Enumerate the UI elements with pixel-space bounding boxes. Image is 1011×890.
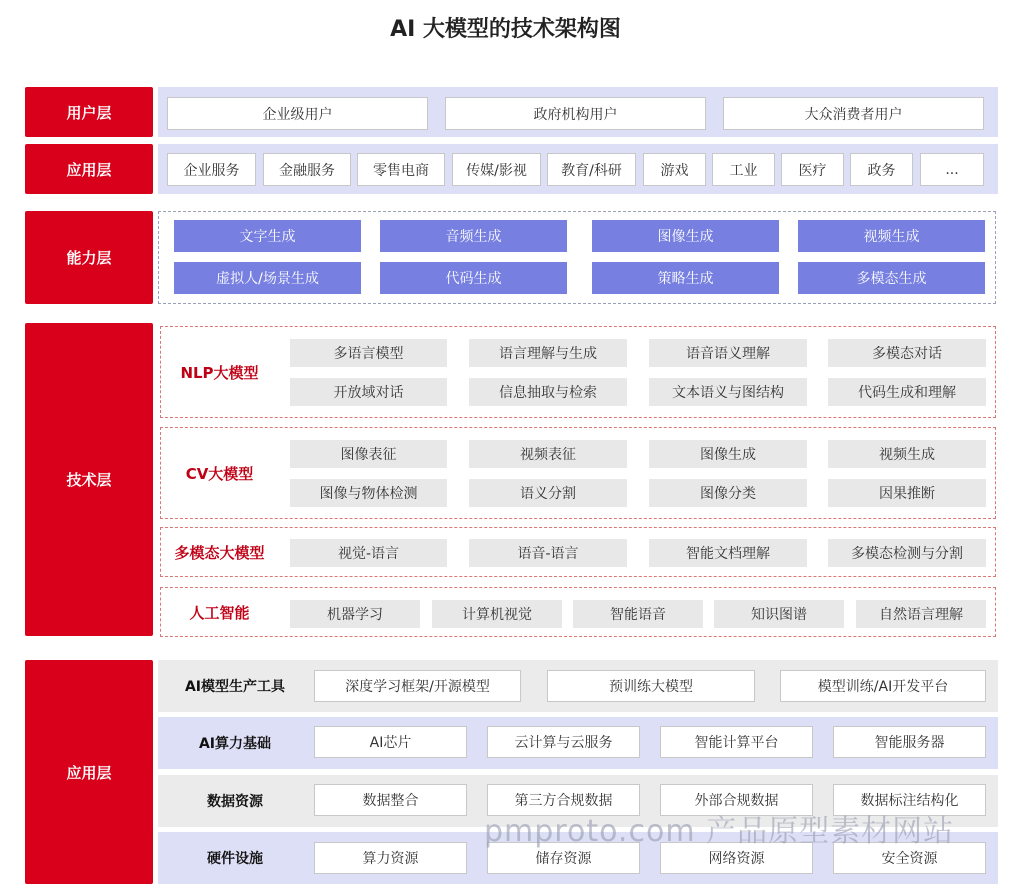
cv-item: 图像生成: [649, 440, 807, 468]
cv-item: 图像分类: [649, 479, 807, 507]
nlp-label: NLP大模型: [180, 363, 259, 382]
tools-label: AI模型生产工具: [184, 679, 286, 695]
application-item: 教育/科研: [547, 153, 636, 186]
tools-item: 预训练大模型: [547, 670, 755, 702]
capability-item: 视频生成: [798, 220, 985, 252]
ai-item: 机器学习: [290, 600, 420, 628]
nlp-item: 多语言模型: [290, 339, 447, 367]
nlp-item: 语言理解与生成: [469, 339, 627, 367]
application-item: 医疗: [781, 153, 844, 186]
multimodal-label: 多模态大模型: [174, 543, 265, 562]
hardware-item: 储存资源: [487, 842, 640, 874]
cv-item: 因果推断: [828, 479, 986, 507]
multimodal-item: 视觉-语言: [290, 539, 447, 567]
application-item-more: ...: [920, 153, 984, 186]
nlp-item: 开放域对话: [290, 378, 447, 406]
application-item: 政务: [850, 153, 913, 186]
ai-item: 智能语音: [573, 600, 703, 628]
compute-label: AI算力基础: [198, 736, 272, 752]
cv-item: 视频生成: [828, 440, 986, 468]
capability-item: 策略生成: [592, 262, 779, 294]
compute-item: 智能计算平台: [660, 726, 813, 758]
nlp-item: 代码生成和理解: [828, 378, 986, 406]
capability-item: 文字生成: [174, 220, 361, 252]
application-item: 传媒/影视: [452, 153, 541, 186]
application-item: 零售电商: [357, 153, 445, 186]
application-item: 工业: [712, 153, 775, 186]
layer-label-infrastructure: 应用层: [25, 660, 153, 884]
cv-item: 视频表征: [469, 440, 627, 468]
capability-item: 虚拟人/场景生成: [174, 262, 361, 294]
capability-item: 图像生成: [592, 220, 779, 252]
tools-item: 模型训练/AI开发平台: [780, 670, 986, 702]
hardware-item: 算力资源: [314, 842, 467, 874]
layer-label-application: 应用层: [25, 144, 153, 194]
layer-label-capability: 能力层: [25, 211, 153, 304]
layer-label-user: 用户层: [25, 87, 153, 137]
multimodal-item: 语音-语言: [469, 539, 627, 567]
tools-item: 深度学习框架/开源模型: [314, 670, 521, 702]
nlp-item: 信息抽取与检索: [469, 378, 627, 406]
ai-item: 知识图谱: [714, 600, 844, 628]
user-item: 政府机构用户: [445, 97, 706, 130]
cv-item: 图像与物体检测: [290, 479, 447, 507]
compute-item: 云计算与云服务: [487, 726, 640, 758]
watermark: pmproto.com 产品原型素材网站: [484, 814, 955, 849]
hardware-label: 硬件设施: [207, 851, 263, 867]
layer-label-technology: 技术层: [25, 323, 153, 636]
data-resources-label: 数据资源: [207, 794, 263, 810]
cv-item: 语义分割: [469, 479, 627, 507]
application-item: 游戏: [643, 153, 706, 186]
cv-label: CV大模型: [185, 464, 254, 483]
cv-item: 图像表征: [290, 440, 447, 468]
hardware-item: 安全资源: [833, 842, 986, 874]
data-resources-item: 第三方合规数据: [487, 784, 640, 816]
data-resources-item: 数据标注结构化: [833, 784, 986, 816]
application-item: 企业服务: [167, 153, 256, 186]
compute-item: AI芯片: [314, 726, 467, 758]
capability-item: 音频生成: [380, 220, 567, 252]
nlp-item: 文本语义与图结构: [649, 378, 807, 406]
ai-item: 计算机视觉: [432, 600, 562, 628]
data-resources-item: 数据整合: [314, 784, 467, 816]
user-item: 大众消费者用户: [723, 97, 984, 130]
ai-item: 自然语言理解: [856, 600, 986, 628]
user-item: 企业级用户: [167, 97, 428, 130]
nlp-item: 多模态对话: [828, 339, 986, 367]
capability-item: 代码生成: [380, 262, 567, 294]
hardware-item: 网络资源: [660, 842, 813, 874]
data-resources-item: 外部合规数据: [660, 784, 813, 816]
application-item: 金融服务: [263, 153, 351, 186]
compute-item: 智能服务器: [833, 726, 986, 758]
multimodal-item: 多模态检测与分割: [828, 539, 986, 567]
page-title: AI 大模型的技术架构图: [390, 17, 621, 42]
ai-label: 人工智能: [189, 603, 250, 622]
capability-item: 多模态生成: [798, 262, 985, 294]
nlp-item: 语音语义理解: [649, 339, 807, 367]
multimodal-item: 智能文档理解: [649, 539, 807, 567]
